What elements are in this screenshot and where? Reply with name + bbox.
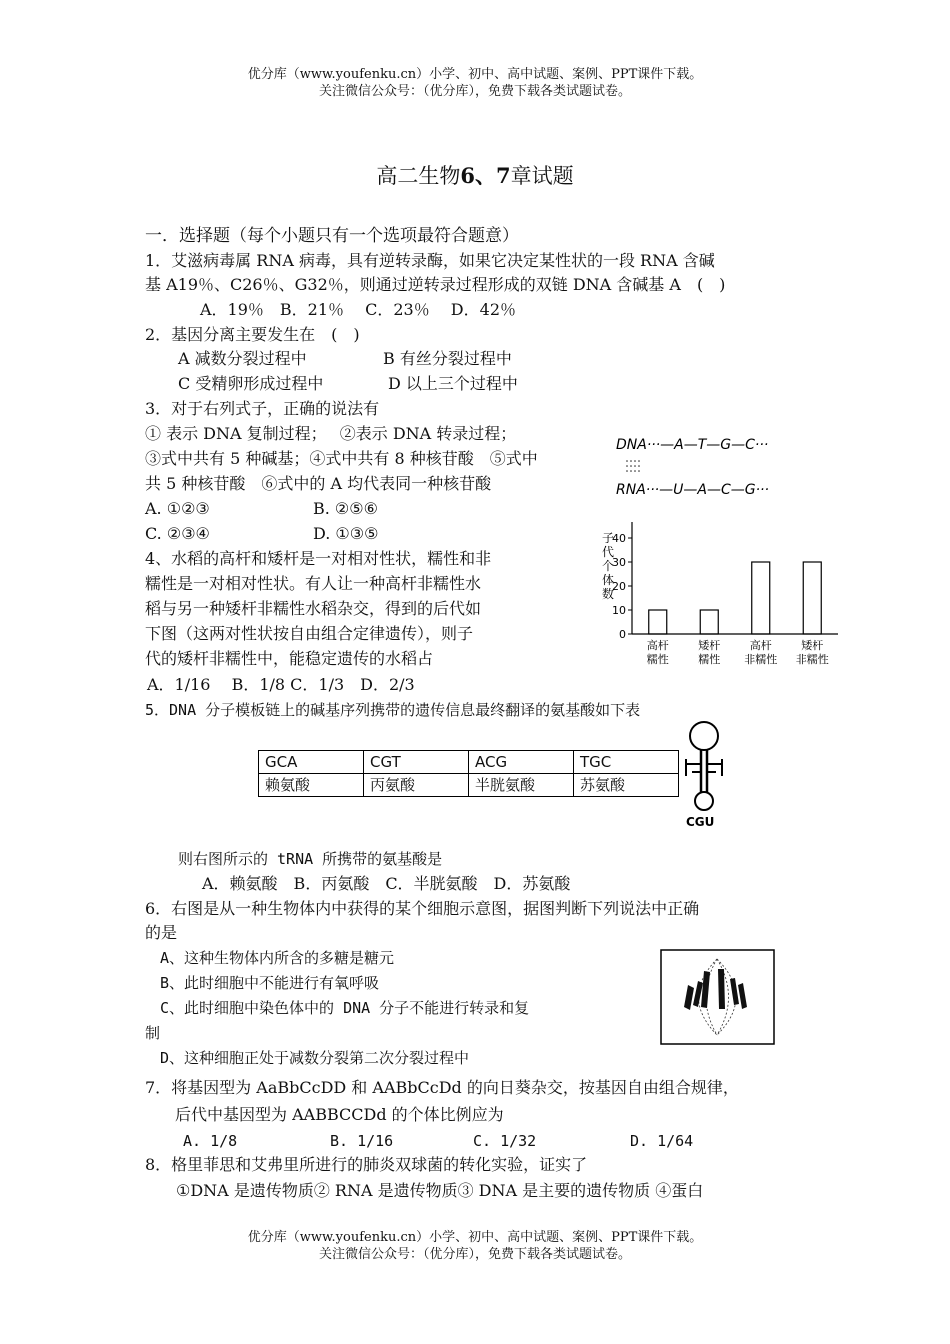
q3-option-a: A. ①②③ <box>145 499 210 518</box>
chart-x-label-bottom: 非糯性 <box>795 653 829 666</box>
cell-figure <box>660 949 775 1045</box>
codon-row <box>259 751 679 774</box>
q5-stem: 5．DNA 分子模板链上的碱基序列携带的遗传信息最终翻译的氨基酸如下表 <box>145 701 641 719</box>
chart-bar <box>649 610 667 634</box>
page-title <box>0 160 950 190</box>
q3-line-3: 共 5 种核苷酸 ⑥式中的 A 均代表同一种核苷酸 <box>145 474 492 493</box>
chart-y-tick-label: 40 <box>612 532 626 545</box>
chart-y-tick-label: 20 <box>612 580 626 593</box>
title-prefix: 高二生物 <box>376 164 461 188</box>
amino-acid-cell: 半胱氨酸 <box>469 774 574 797</box>
q7-option-c: C. 1/32 <box>473 1132 537 1150</box>
trna-figure <box>672 718 742 833</box>
q1-line-1: 1．艾滋病毒属 RNA 病毒，具有逆转录酶，如果它决定某性状的一段 RNA 含碱 <box>145 251 715 270</box>
q7-line-1: 7．将基因型为 AaBbCcDD 和 AABbCcDd 的向日葵杂交，按基因自由组合规律， <box>145 1078 739 1097</box>
q3-option-d: D. ①③⑤ <box>313 524 379 543</box>
q4-line-4: 下图（这两对性状按自由组合定律遗传），则子 <box>145 624 474 643</box>
codon-cell: GCA <box>259 751 364 774</box>
amino-acid-cell: 苏氨酸 <box>574 774 679 797</box>
q3-stem: 3．对于右列式子，正确的说法有 <box>145 399 380 418</box>
q4-line-5: 代的矮杆非糯性中，能稳定遗传的水稻占 <box>145 649 434 668</box>
q6-option-c-line-1: C、此时细胞中染色体中的 DNA 分子不能进行转录和复 <box>160 999 530 1017</box>
dna-rna-figure <box>612 430 852 502</box>
q1-options: A．19％ B．21％ C．23％ D．42％ <box>200 300 516 319</box>
base-pair-dots <box>626 460 640 472</box>
title-chapters: 6、7 <box>460 163 511 188</box>
q6-option-b: B、此时细胞中不能进行有氧呼吸 <box>160 974 380 992</box>
q4-line-2: 糯性是一对相对性状。有人让一种高杆非糯性水 <box>145 574 482 593</box>
dna-strand-text: DNA···—A—T—G—C··· <box>616 437 769 453</box>
chart-x-label-top: 矮杆 <box>698 639 721 652</box>
chart-y-tick-label: 30 <box>612 556 626 569</box>
amino-acid-cell: 丙氨酸 <box>364 774 469 797</box>
chart-bars <box>649 562 822 634</box>
q3-option-c: C. ②③④ <box>145 524 210 543</box>
q2-option-b: B 有丝分裂过程中 <box>383 349 512 368</box>
chart-x-label-top: 高杆 <box>646 639 669 652</box>
section-heading: 一．选择题（每个小题只有一个选项最符合题意） <box>145 226 519 246</box>
q8-line-1: 8．格里菲思和艾弗里所进行的肺炎双球菌的转化实验，证实了 <box>145 1155 588 1174</box>
q7-option-d: D. 1/64 <box>630 1132 694 1150</box>
q2-option-a: A 减数分裂过程中 <box>178 349 307 368</box>
footer-line-1: 优分库（www.youfenku.cn）小学、初中、高中试题、案例、PPT课件下载。 <box>247 1230 703 1245</box>
q1-line-2: 基 A19％、C26％、G32％，则通过逆转录过程形成的双链 DNA 含碱基 A ( ) <box>145 275 726 294</box>
q6-line-1: 6．右图是从一种生物体内中获得的某个细胞示意图，据图判断下列说法中正确 <box>145 899 700 918</box>
anticodon-label: CGU <box>686 815 715 829</box>
chart-y-tick-label: 0 <box>619 628 626 641</box>
q5-line-2: 则右图所示的 tRNA 所携带的氨基酸是 <box>178 850 443 868</box>
amino-acid-cell: 赖氨酸 <box>259 774 364 797</box>
offspring-bar-chart <box>590 512 850 672</box>
q4-options: A．1/16 B．1/8 C．1/3 D．2/3 <box>147 675 415 694</box>
chart-x-label-bottom: 糯性 <box>698 653 721 666</box>
chart-bar <box>803 562 821 634</box>
chart-bar <box>700 610 718 634</box>
chart-y-ticks <box>612 532 632 641</box>
chart-x-labels <box>647 638 829 666</box>
chart-y-tick-label: 10 <box>612 604 626 617</box>
q5-options: A．赖氨酸 B．丙氨酸 C．半胱氨酸 D．苏氨酸 <box>202 874 571 893</box>
amino-acid-row <box>259 774 679 797</box>
page-footer <box>0 1229 950 1263</box>
q6-option-c-line-2: 制 <box>145 1024 161 1042</box>
q3-line-1: ① 表示 DNA 复制过程； ②表示 DNA 转录过程； <box>145 424 517 443</box>
rna-strand-text: RNA···—U—A—C—G··· <box>616 482 769 498</box>
chart-x-label-top: 高杆 <box>749 639 772 652</box>
title-suffix: 章试题 <box>510 164 574 188</box>
chart-bar <box>752 562 770 634</box>
codon-cell: ACG <box>469 751 574 774</box>
chart-x-label-top: 矮杆 <box>801 639 824 652</box>
chart-x-label-bottom: 非糯性 <box>744 653 778 666</box>
q2-option-c: C 受精卵形成过程中 <box>178 374 324 393</box>
q3-option-b: B. ②⑤⑥ <box>313 499 378 518</box>
codon-cell: TGC <box>574 751 679 774</box>
q7-option-a: A. 1/8 <box>183 1132 238 1150</box>
codon-cell: CGT <box>364 751 469 774</box>
q6-option-a: A、这种生物体内所含的多糖是糖元 <box>160 949 395 967</box>
header-line-2: 关注微信公众号：（优分库），免费下载各类试题试卷。 <box>318 84 631 99</box>
chart-y-label: 子代个体数 <box>602 531 615 601</box>
header-line-1: 优分库（www.youfenku.cn）小学、初中、高中试题、案例、PPT课件下载。 <box>247 67 703 82</box>
q2-stem: 2．基因分离主要发生在 ( ) <box>145 325 360 344</box>
codon-table <box>258 750 679 797</box>
q8-line-2: ①DNA 是遗传物质② RNA 是遗传物质③ DNA 是主要的遗传物质 ④蛋白 <box>176 1181 704 1200</box>
q7-option-b: B. 1/16 <box>330 1132 394 1150</box>
q6-line-2: 的是 <box>145 923 178 942</box>
q6-option-d: D、这种细胞正处于减数分裂第二次分裂过程中 <box>160 1049 470 1067</box>
footer-line-2: 关注微信公众号：（优分库），免费下载各类试题试卷。 <box>318 1247 631 1262</box>
page-header <box>0 66 950 100</box>
q3-line-2: ③式中共有 5 种碱基；④式中共有 8 种核苷酸 ⑤式中 <box>145 449 538 468</box>
chart-x-label-bottom: 糯性 <box>646 653 669 666</box>
q2-option-d: D 以上三个过程中 <box>388 374 518 393</box>
q4-line-1: 4、水稻的高杆和矮杆是一对相对性状，糯性和非 <box>145 549 492 568</box>
q7-line-2: 后代中基因型为 AABBCCDd 的个体比例应为 <box>175 1105 504 1124</box>
q4-line-3: 稻与另一种矮杆非糯性水稻杂交，得到的后代如 <box>145 599 482 618</box>
